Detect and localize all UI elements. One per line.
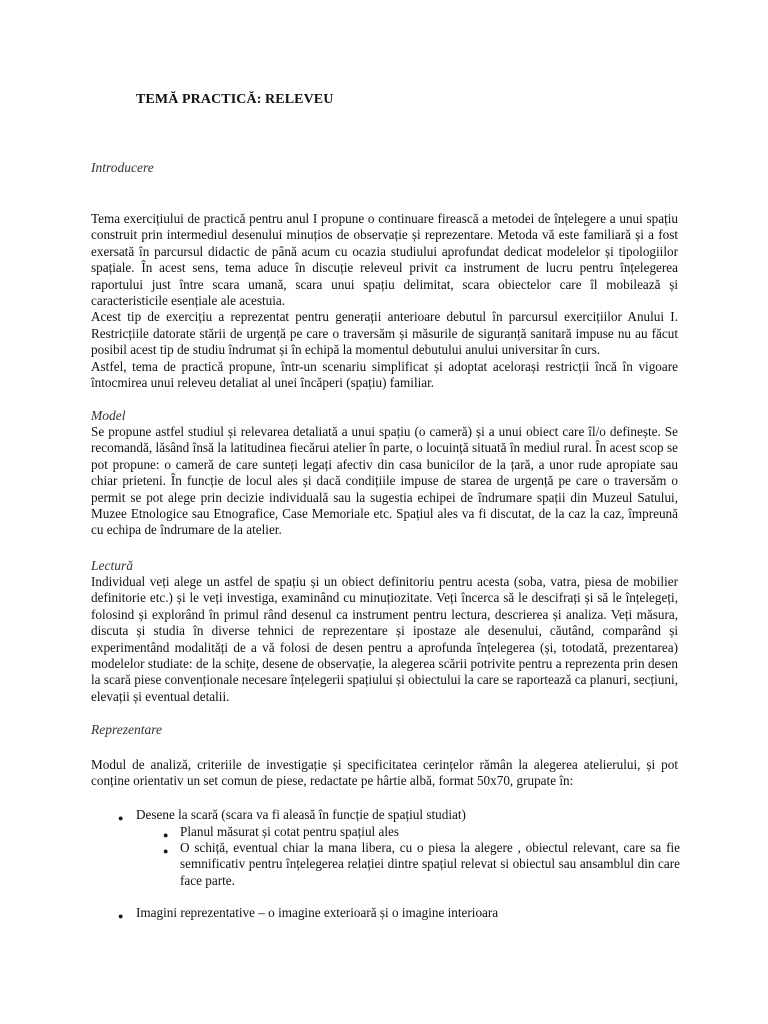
sublist-item-plan: Planul măsurat și cotat pentru spațiul ales bbox=[180, 824, 400, 839]
bullet-icon: ● bbox=[163, 846, 169, 856]
section-heading-model: Model bbox=[91, 408, 126, 423]
section-heading-introducere: Introducere bbox=[91, 160, 154, 175]
bullet-icon: ● bbox=[118, 813, 124, 823]
lectura-paragraph-1: Individual veți alege un astfel de spațiu și un obiect definitoriu pentru acesta (soba, vatra, piesa de mobilier definitorie etc.) și le veți investiga, examinând cu minuțiozitate. Veți încerca să le descifrați și să le înțelegeți, folosind și explorând în primul rând desenul ca instrument pentru lectura, descrierea și analiza. Veți măsura, discuta și studia în diverse tehnici de reprezentare și ipostaze ale desenului, căutând, comparând și experimentând modalități de a vă folosi de desen pentru a aprofunda înțelegerea (și, totodată, prezentarea) modelelor studiate: de la schițe, desene de observație, la alegerea scării potrivite pentru a reprezenta prin desen la scară piese convenționale necesare înțelegerii spațiului și obiectului la care se raportează ca planuri, secțiuni, elevații și eventual detalii. bbox=[91, 574, 678, 704]
list-item-desene: Desene la scară (scara va fi aleasă în funcție de spațiul studiat) bbox=[136, 807, 466, 822]
bullet-icon: ● bbox=[163, 830, 169, 840]
list-item-imagini: Imagini reprezentative – o imagine exterioară și o imagine interioara bbox=[136, 905, 499, 920]
intro-paragraph-3: Astfel, tema de practică propune, într-un scenariu simplificat și adoptat acelorași restricții încă în vigoare întocmirea unui releveu detaliat al unei încăperi (spațiu) familiar. bbox=[91, 358, 678, 391]
intro-paragraph-1: Tema exercițiului de practică pentru anul I propune o continuare firească a metodei de înțelegere a unui spațiu construit prin intermediul desenului minuțios de observație și reprezentare. Metoda vă este familiară și a fost exersată în parcursul didactic de până acum cu ocazia studiului aprofundat dedicat modelelor și tipologiilor spațiale. În acest sens, tema aduce în discuție releveul privit ca instrument de lucru pentru înțelegerea raportului just între scara umană, scara unui spațiu delimitat, scara obiectelor care îl mobilează și caracteristicile esențiale ale acestuia. bbox=[91, 211, 678, 309]
section-heading-lectura: Lectură bbox=[91, 558, 133, 573]
reprezentare-text bbox=[91, 757, 678, 790]
page-title: TEMĂ PRACTICĂ: RELEVEU bbox=[136, 92, 334, 107]
intro-paragraph-2: Acest tip de exercițiu a reprezentat pentru generații anterioare debutul în parcursul exercițiilor Anului I. Restricțiile datorate stării de urgență pe care o traversăm și măsurile de siguranță sanitară impuse nu au făcut posibil acest tip de studiu îndrumat și în echipă la momentul debutului anului universitar în curs. bbox=[91, 309, 678, 358]
reprezentare-paragraph-1: Modul de analiză, criteriile de investigație și specificitatea cerințelor rămân la alegerea atelierului, și pot conține orientativ un set comun de piese, redactate pe hârtie albă, format 50x70, grupate în: bbox=[91, 757, 678, 789]
model-text bbox=[91, 424, 678, 539]
section-heading-reprezentare: Reprezentare bbox=[91, 722, 162, 737]
lectura-text bbox=[91, 574, 678, 705]
model-paragraph-1: Se propune astfel studiul și relevarea detaliată a unui spațiu (o cameră) și a unui obiect care îl/o definește. Se recomandă, lăsând însă la latitudinea fiecărui atelier în parte, o locuință situată în mediul rural. În acest scop se pot propune: o cameră de care sunteți legați afectiv din casa bunicilor de la țară, a unor rude apropiate sau chiar prieteni. În funcție de locul ales și dacă condițiile impuse de starea de urgență pe care o traversăm o permit se pot alege prin decizie individuală sau la sugestia echipei de îndrumare spații din Muzeul Satului, Muzee Etnologice sau Etnografice, Case Memoriale etc. Spațiul ales va fi discutat, de la caz la caz, împreună cu echipa de îndrumare de la atelier. bbox=[91, 424, 678, 538]
intro-text bbox=[91, 211, 678, 391]
sublist-item-schita: O schiță, eventual chiar la mana libera, cu o piesa la alegere , obiectul relevant, care sa fie semnificativ pentru înțelegerea relației dintre spațiul relevat si obiectul sau ansamblul din care face parte. bbox=[180, 840, 680, 888]
bullet-icon: ● bbox=[118, 911, 124, 921]
